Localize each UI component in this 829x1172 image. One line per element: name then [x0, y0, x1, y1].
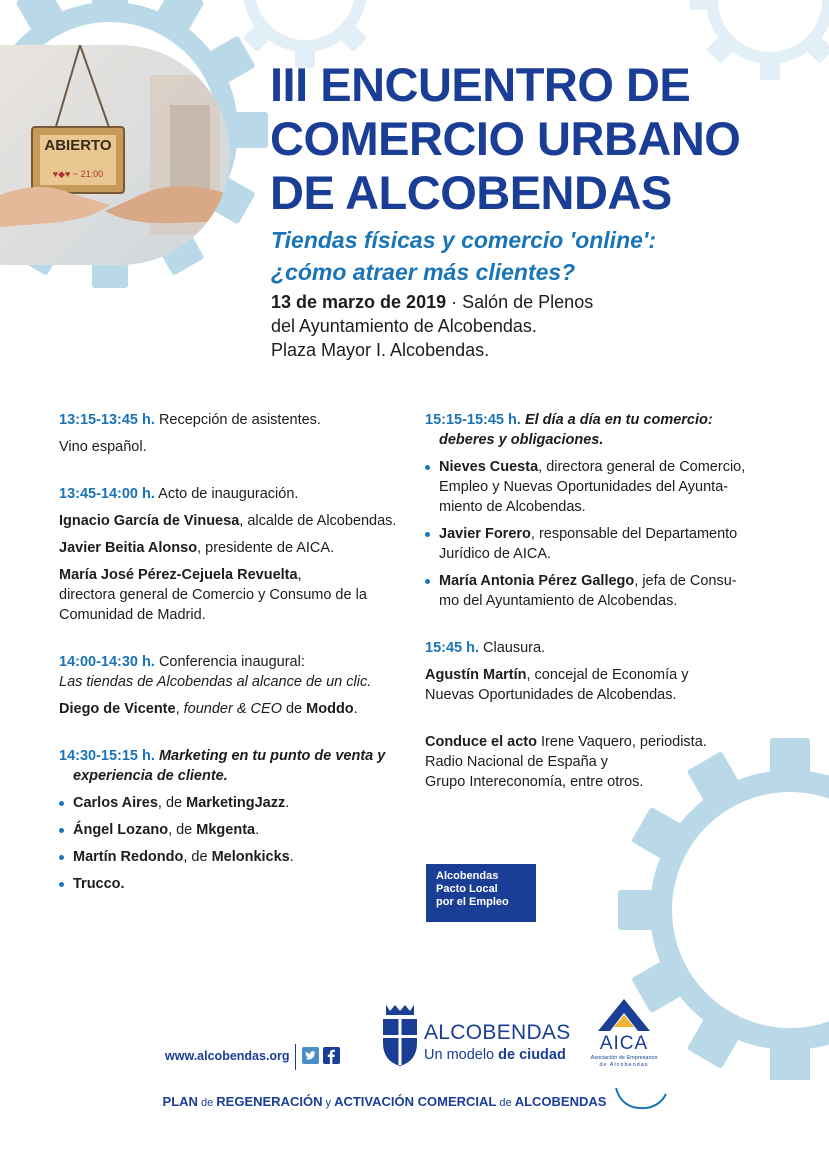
text-separator: . — [289, 849, 294, 865]
session-time: 14:30-15:15 h. — [59, 748, 155, 764]
pacto-local-logo — [426, 864, 536, 922]
speaker-name: Javier Beitia Alonso — [59, 540, 198, 556]
speaker-role: , alcalde de Alcobendas. — [239, 513, 397, 529]
speaker-name: Javier Forero — [439, 526, 531, 542]
alcobendas-wordmark: ALCOBENDAS — [424, 1021, 571, 1044]
company-name: MarketingJazz — [186, 795, 286, 811]
sign-hours: ♥◆♥ ~ 21:00 — [52, 169, 104, 179]
speaker-role: , directora general de Comercio, — [538, 459, 746, 475]
speaker-role: , jefa de Consu- — [634, 573, 737, 589]
pacto-line: Pacto Local — [436, 883, 498, 895]
plan-word: REGENERACIÓN — [216, 1094, 323, 1109]
speaker-name: María Antonia Pérez Gallego — [439, 573, 635, 589]
session-title: El día a día en tu comercio: — [520, 412, 713, 428]
company-name: Melonkicks — [211, 849, 290, 865]
shop-photo — [0, 45, 230, 265]
list-item — [425, 571, 785, 611]
session-time: 14:00-14:30 h. — [59, 654, 155, 670]
subtitle-line: Tiendas físicas y comercio 'online': — [271, 227, 657, 253]
speaker-role: mo del Ayuntamiento de Alcobendas. — [439, 593, 678, 609]
shop-photo-scene — [0, 45, 230, 265]
speaker-name: Agustín Martín — [425, 667, 527, 683]
alcobendas-logo — [380, 1003, 571, 1069]
session-time: 15:15-15:45 h. — [425, 412, 521, 428]
speaker-role: Comunidad de Madrid. — [59, 607, 206, 623]
speaker-name: Carlos Aires — [73, 795, 158, 811]
text-separator: . — [285, 795, 290, 811]
host-detail: Grupo Intereconomía, entre otros. — [425, 774, 644, 790]
event-date-venue — [271, 290, 811, 362]
tagline-part: de ciudad — [498, 1047, 566, 1063]
aica-subtitle: de Alcobendas — [599, 1062, 649, 1068]
speaker-role: directora general de Comercio y Consumo de la — [59, 587, 367, 603]
speaker-name: Martín Redondo — [73, 849, 184, 865]
host-label: Conduce el acto — [425, 734, 537, 750]
event-date: 13 de marzo de 2019 — [271, 292, 447, 312]
text-separator: , de — [168, 822, 197, 838]
list-item — [425, 457, 785, 517]
program-right-column — [425, 410, 785, 792]
text-separator: , de — [157, 795, 187, 811]
host-detail: Radio Nacional de España y — [425, 754, 608, 770]
text-separator: . — [353, 701, 358, 717]
session-title: Marketing en tu punto de venta y — [154, 748, 386, 764]
list-item — [59, 820, 404, 840]
talk-title: Las tiendas de Alcobendas al alcance de un clic. — [59, 674, 372, 690]
pacto-line: por el Empleo — [436, 896, 509, 908]
session-note: Vino español. — [59, 439, 147, 455]
speaker-role: Nuevas Oportunidades de Alcobendas. — [425, 687, 677, 703]
pacto-line: Alcobendas — [436, 870, 499, 882]
company-name: Mkgenta — [196, 822, 256, 838]
session-title: Clausura. — [479, 640, 546, 656]
speaker-name: Trucco — [73, 876, 121, 892]
speaker-name: María José Pérez-Cejuela Revuelta — [59, 567, 298, 583]
aica-wordmark: AICA — [599, 1033, 649, 1054]
speaker-role: , responsable del Departamento — [530, 526, 738, 542]
host-name: Irene Vaquero, periodista. — [537, 734, 707, 750]
speaker-role: , presidente de AICA. — [197, 540, 335, 556]
plan-connector: de — [496, 1097, 515, 1109]
session-title: Acto de inauguración. — [154, 486, 299, 502]
speaker-name: Diego de Vicente — [59, 701, 176, 717]
plan-connector: y — [322, 1097, 335, 1109]
facebook-icon[interactable] — [323, 1047, 340, 1064]
footer-divider — [295, 1044, 296, 1070]
company-name: Moddo — [306, 701, 354, 717]
event-title — [270, 58, 810, 220]
title-line: COMERCIO URBANO — [270, 112, 741, 165]
list-item — [59, 793, 404, 813]
speaker-name: Ignacio García de Vinuesa — [59, 513, 240, 529]
footer-swoosh-icon — [612, 1084, 668, 1114]
title-line: III ENCUENTRO DE — [270, 58, 691, 111]
event-subtitle — [271, 224, 811, 288]
venue-name: · Salón de Plenos — [446, 292, 594, 312]
session-title: experiencia de cliente. — [73, 768, 228, 784]
twitter-icon[interactable] — [302, 1047, 319, 1064]
speaker-name: Nieves Cuesta — [439, 459, 539, 475]
speaker-role: , — [297, 567, 302, 583]
plan-connector: de — [197, 1097, 217, 1109]
venue-line: del Ayuntamiento de Alcobendas. — [271, 316, 537, 336]
speaker-role: miento de Alcobendas. — [439, 499, 586, 515]
plan-word: ACTIVACIÓN COMERCIAL — [334, 1094, 497, 1109]
program-left-column — [59, 410, 404, 894]
plan-footer — [0, 1094, 799, 1109]
speaker-role: Jurídico de AICA. — [439, 546, 552, 562]
session-time: 13:45-14:00 h. — [59, 486, 155, 502]
list-item — [425, 524, 785, 564]
aica-subtitle: Asociación de Empresarios — [590, 1055, 658, 1061]
text-separator: de — [281, 701, 307, 717]
plan-word: ALCOBENDAS — [514, 1094, 607, 1109]
session-title: deberes y obligaciones. — [439, 432, 604, 448]
list-item — [59, 847, 404, 867]
alcobendas-crest-icon — [380, 1003, 420, 1067]
text-separator: , — [175, 701, 184, 717]
website-link[interactable]: www.alcobendas.org — [165, 1049, 290, 1063]
session-title: Conferencia inaugural: — [154, 654, 305, 670]
speaker-role: founder & CEO — [183, 701, 282, 717]
text-separator: . — [120, 876, 125, 892]
subtitle-line: ¿cómo atraer más clientes? — [271, 259, 576, 285]
speaker-name: Ángel Lozano — [73, 822, 169, 838]
text-separator: . — [255, 822, 260, 838]
aica-logo — [588, 997, 668, 1073]
session-time: 15:45 h. — [425, 640, 479, 656]
plan-word: PLAN — [162, 1094, 198, 1109]
speaker-role: Empleo y Nuevas Oportunidades del Ayunta- — [439, 479, 729, 495]
aica-mark-icon — [594, 997, 654, 1035]
title-line: DE ALCOBENDAS — [270, 166, 672, 219]
speaker-role: , concejal de Economía y — [526, 667, 689, 683]
sign-text: ABIERTO — [44, 137, 112, 154]
text-separator: , de — [183, 849, 212, 865]
session-title: Recepción de asistentes. — [154, 412, 321, 428]
venue-line: Plaza Mayor I. Alcobendas. — [271, 340, 490, 360]
list-item — [59, 874, 404, 894]
session-time: 13:15-13:45 h. — [59, 412, 155, 428]
tagline-part: Un modelo — [424, 1047, 499, 1063]
alcobendas-tagline — [424, 1047, 566, 1063]
